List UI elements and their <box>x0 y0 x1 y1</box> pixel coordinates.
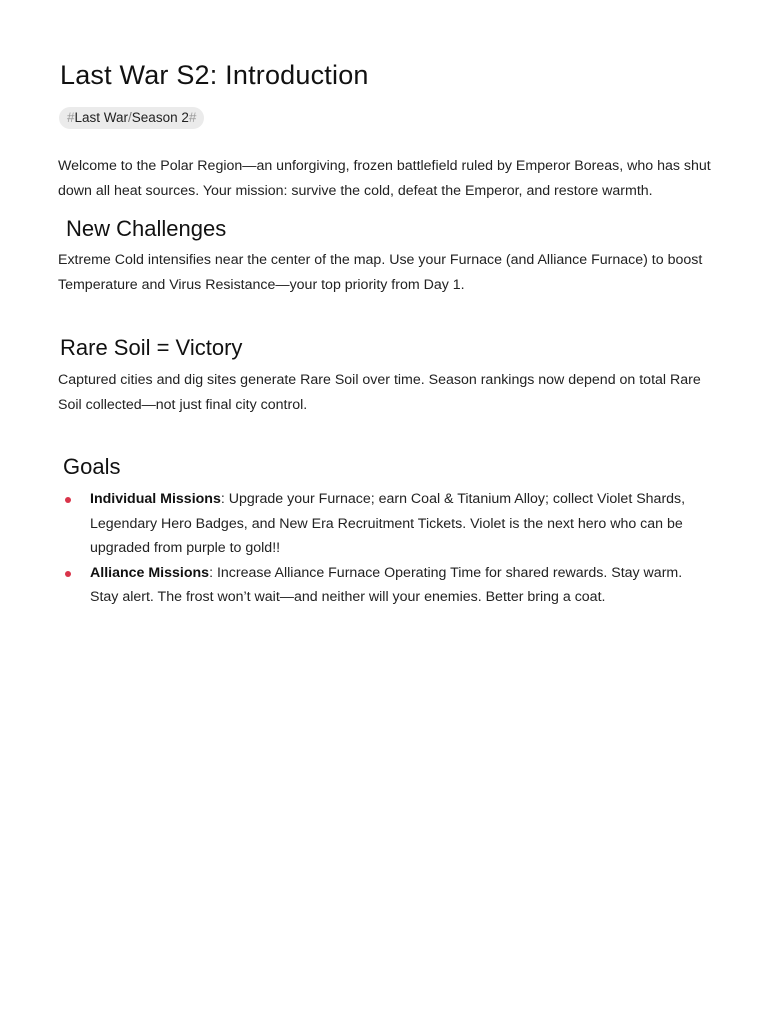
goal-label: Alliance Missions <box>90 564 210 581</box>
goal-item <box>58 561 708 610</box>
tag-hash-open: # <box>67 110 75 125</box>
goal-label: Individual Missions <box>90 491 221 507</box>
intro-paragraph: Welcome to the Polar Region—an unforgiving, frozen battlefield ruled by Emperor Boreas, who has shut down all heat sources. Your mission: survive the cold, defeat the Emperor, and restore warmth. <box>58 158 711 199</box>
tag-part-2: Season 2 <box>131 110 189 125</box>
goal-text: : Increase Alliance Furnace Operating Time for shared rewards. Stay warm. Stay alert. The frost won’t wait—and neither will your enemies. Better bring a coat. <box>90 564 683 605</box>
goal-item <box>58 487 708 561</box>
goals-list <box>58 487 708 610</box>
section-heading-rare-soil: Rare Soil = Victory <box>60 335 243 360</box>
tag-part-1: Last War <box>74 110 129 125</box>
goal-text: : Upgrade your Furnace; earn Coal & Titanium Alloy; collect Violet Shards, Legendary Hero Badges, and New Era Recruitment Tickets. Violet is the next hero who can be upgraded from purple to gold!! <box>90 491 686 556</box>
tag-slash: / <box>128 110 132 125</box>
tag-hash-close: # <box>188 110 197 125</box>
page-title: Last War S2: Introduction <box>60 60 369 90</box>
topic-tag[interactable] <box>59 107 204 129</box>
section-heading-challenges: New Challenges <box>66 216 227 241</box>
section-body-rare-soil: Captured cities and dig sites generate Rare Soil over time. Season rankings now depend on total Rare Soil collected—not just final city control. <box>58 372 701 413</box>
section-heading-goals: Goals <box>63 454 121 479</box>
bullet-icon <box>65 571 71 577</box>
section-body-challenges: Extreme Cold intensifies near the center of the map. Use your Furnace (and Alliance Furnace) to boost Temperature and Virus Resistance—your top priority from Day 1. <box>58 252 703 293</box>
bullet-icon <box>65 497 71 503</box>
